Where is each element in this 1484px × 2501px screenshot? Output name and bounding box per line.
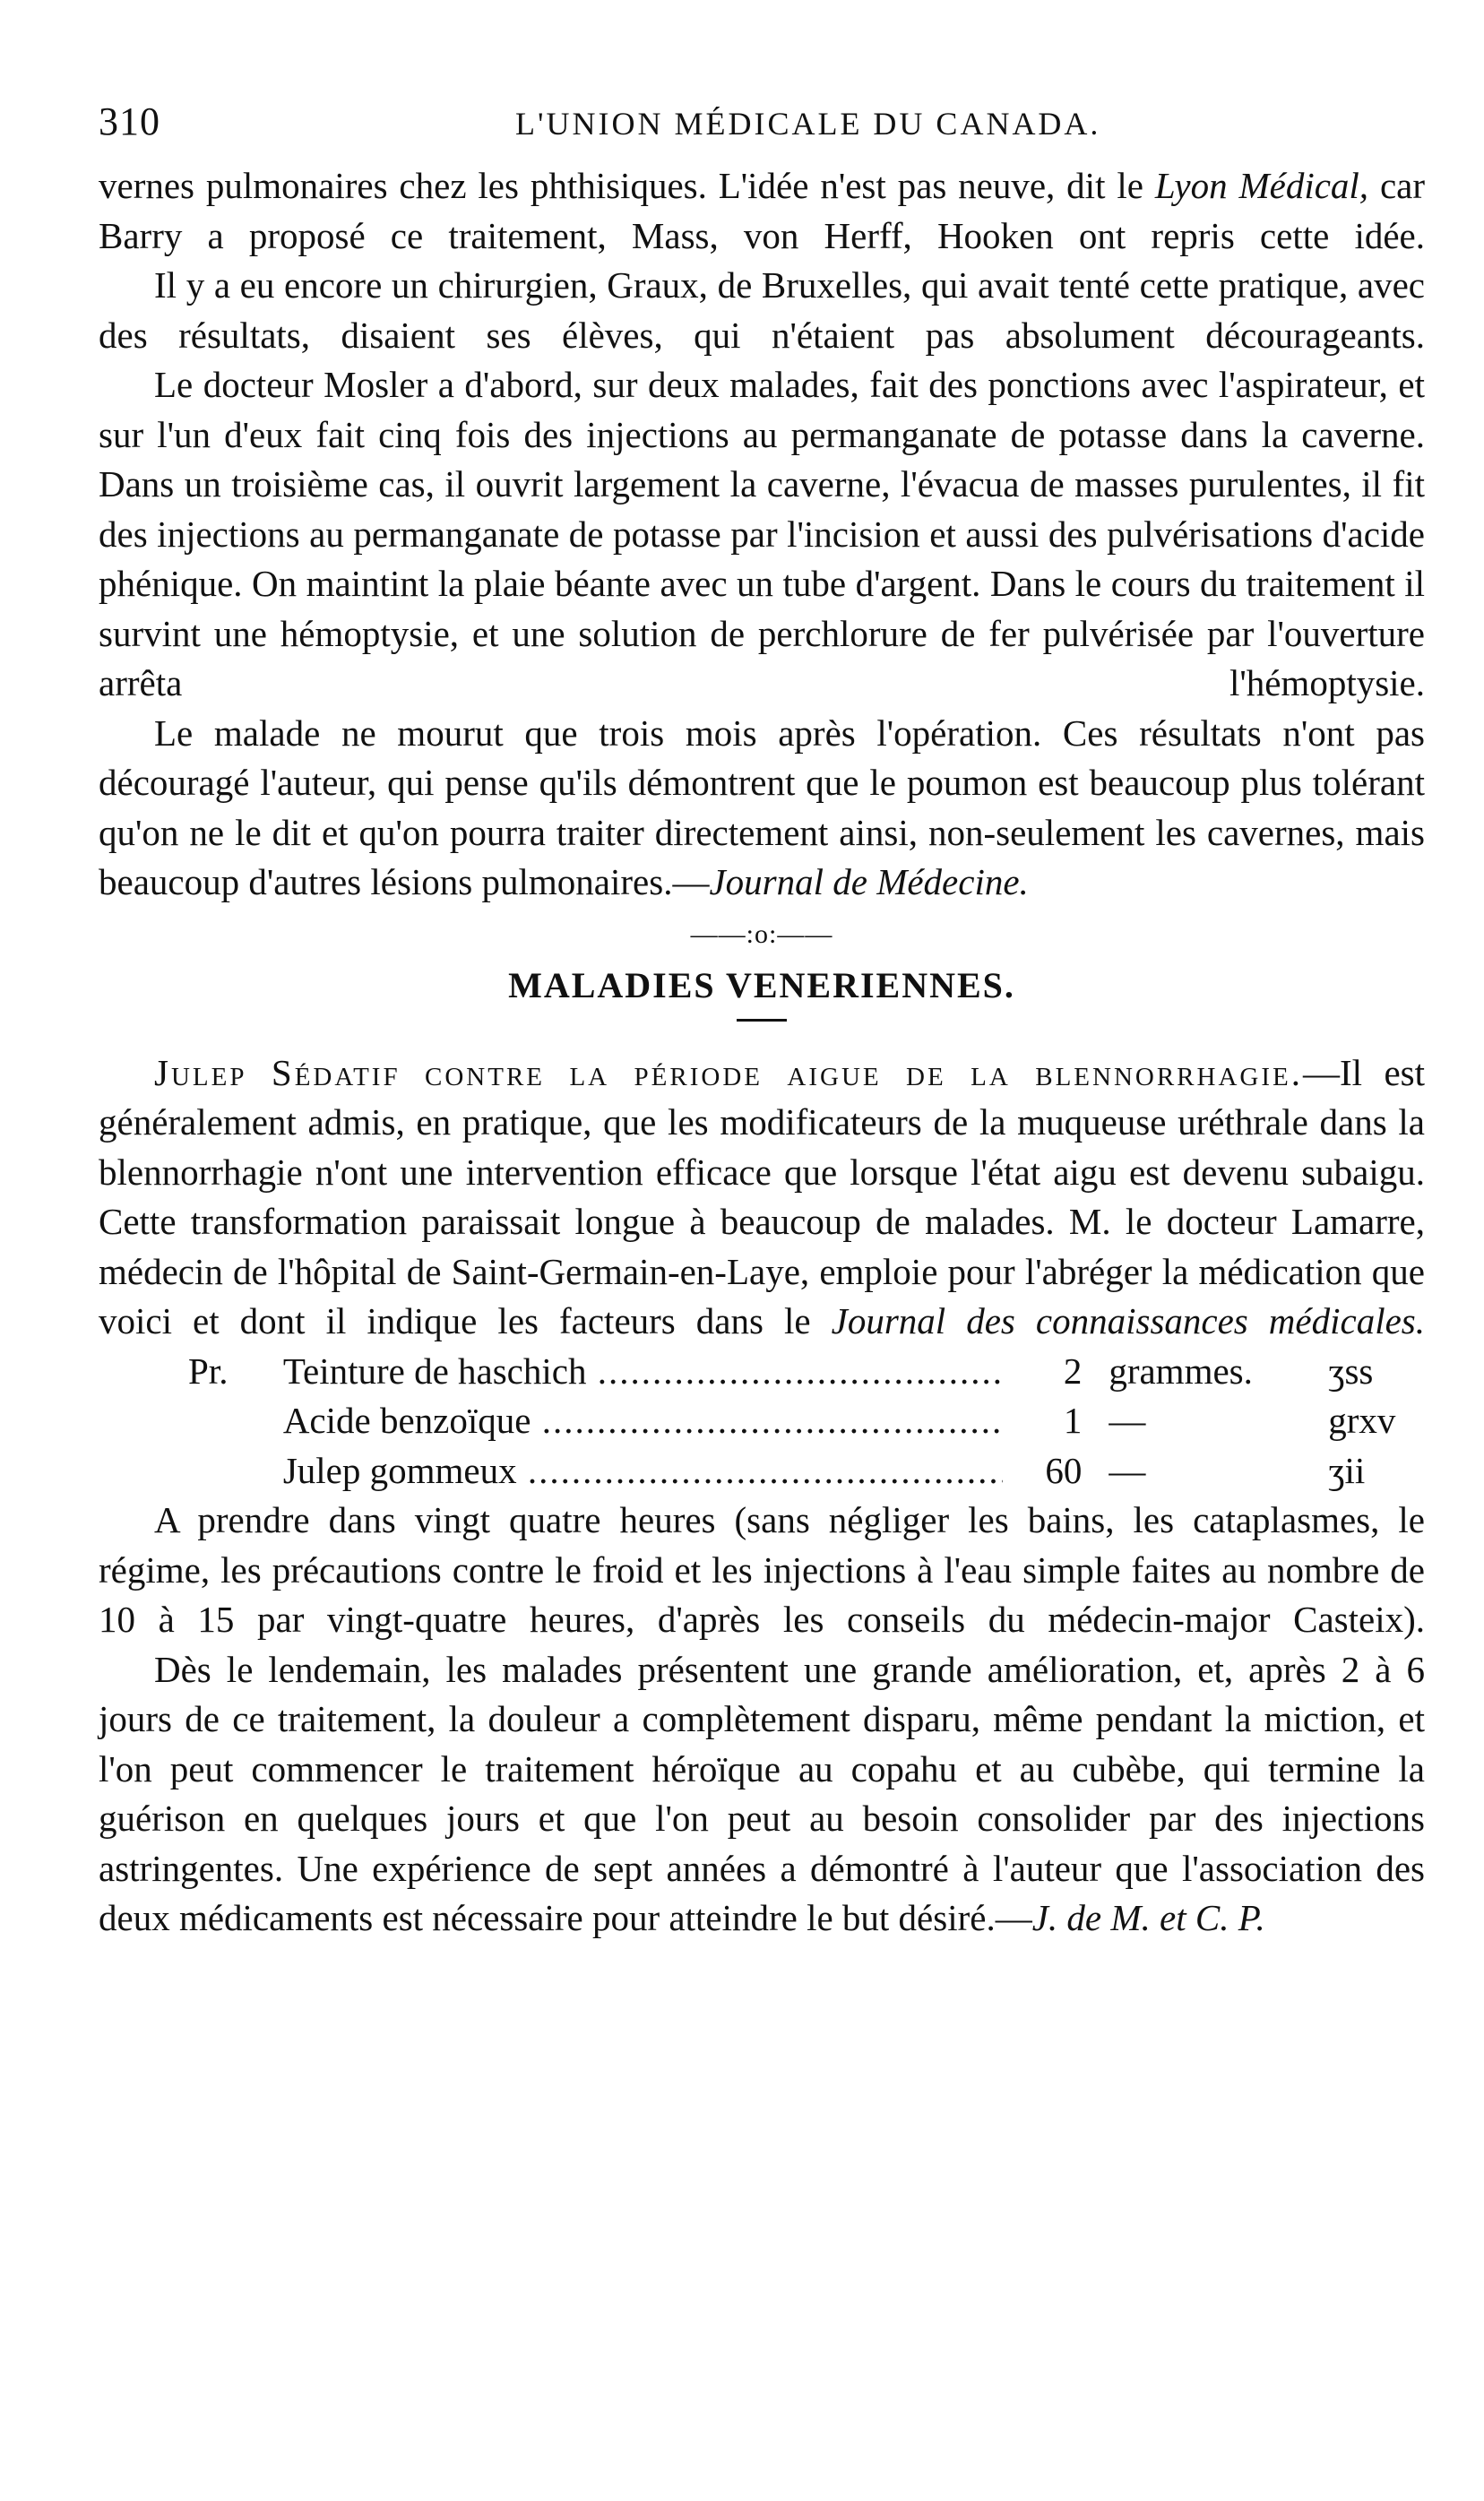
ingredient-unit: grammes. (1109, 1350, 1253, 1392)
paragraph-6: A prendre dans vingt quatre heures (sans négliger les bains, les cataplasmes, le régime, les précautions contre le froid et les injections à l'eau simple faites au nombre de 10 à 15 par vingt-quatre heures, d'après les conseils du médecin-major Casteix). (99, 1499, 1425, 1640)
ingredient-unit: — (1109, 1400, 1146, 1441)
section-title: MALADIES VENERIENNES. (508, 964, 1015, 1005)
prescription-lead: Pr. (188, 1350, 229, 1392)
paragraph-7 (99, 1645, 1425, 1944)
prescription-lead (99, 1446, 283, 1496)
ingredient-apothecary: ʒii (1328, 1449, 1366, 1491)
ingredient-quantity: 2 (1063, 1350, 1083, 1392)
paragraph-5-journal: Journal des connaissances médicales. (831, 1300, 1425, 1341)
paragraph-7-citation: J. de M. et C. P. (1031, 1897, 1265, 1938)
book-page (99, 99, 1425, 1944)
title-rule (737, 1019, 787, 1022)
paragraph-1-italic: Lyon Médical, (1154, 165, 1369, 206)
paragraph-7-text: Dès le lendemain, les malades présentent une grande amélioration, et, après 2 à 6 jours de ce traitement, la douleur a complètement disparu, même pendant la miction, et l'on peut commencer le traitement héroïque au copahu et au cubèbe, qui termine la guérison en quelques jours et que l'on peut au besoin consolider par des injections astringentes. Une expérience de sept années a démontré à l'auteur que l'association des deux médicaments est nécessaire pour atteindre le but désiré.— (99, 1648, 1425, 1938)
ingredient-name: Julep gommeux ..... (283, 1446, 1003, 1496)
article-heading: Julep Sédatif contre la période aigue de la blennorrhagie. (154, 1051, 1303, 1093)
paragraph-2: Il y a eu encore un chirurgien, Graux, de Bruxelles, qui avait tenté cette pratique, avec des résultats, disaient ses élèves, qui n'étaient pas absolument décourageants. (99, 264, 1425, 356)
ingredient-apothecary: grxv (1328, 1400, 1396, 1441)
paragraph-4 (99, 709, 1425, 908)
ingredient-apothecary: ʒss (1328, 1350, 1374, 1392)
paragraph-1-text-a: vernes pulmonaires chez les phthisiques. L'idée n'est pas neuve, dit le (99, 165, 1155, 206)
paragraph-4-text: Le malade ne mourut que trois mois après l'opération. Ces résultats n'ont pas découragé l'auteur, qui pense qu'ils démontrent que le poumon est beaucoup plus tolérant qu'on ne le dit et qu'on pourra traiter directement ainsi, non-seulement les cavernes, mais beaucoup d'autres lésions pulmonaires.— (99, 711, 1425, 902)
paragraph-4-citation: Journal de Médecine. (709, 861, 1029, 902)
prescription-row (99, 1396, 1425, 1446)
ingredient-name: Teinture de haschich ..... (283, 1347, 1003, 1397)
ingredient-unit: — (1109, 1449, 1146, 1491)
paragraph-3: Le docteur Mosler a d'abord, sur deux malades, fait des ponctions avec l'aspirateur, et sur l'un d'eux fait cinq fois des injections au permanganate de potasse dans la caverne. Dans un troisième cas, il ouvrit largement la caverne, l'évacua de masses purulentes, il fit des injections au permanganate de potasse par l'incision et aussi des pulvérisations d'acide phénique. On maintint la plaie béante avec un tube d'argent. Dans le cours du traitement il survint une hémoptysie, et une solution de perchlorure de fer pulvérisée par l'ouverture arrêta l'hémoptysie. (99, 364, 1425, 703)
ingredient-quantity: 1 (1063, 1400, 1083, 1441)
running-head: L'UNION MÉDICALE DU CANADA. (515, 106, 1101, 142)
page-number: 310 (99, 99, 160, 143)
paragraph-1 (99, 161, 1425, 261)
paragraph-5 (99, 1048, 1425, 1347)
ingredient-name: Acide benzoïque ..... (283, 1396, 1003, 1446)
prescription-row (99, 1446, 1425, 1496)
page-header (99, 99, 1425, 161)
prescription-row (99, 1347, 1425, 1397)
section-divider: ——:o:—— (690, 918, 833, 949)
ingredient-quantity: 60 (1045, 1449, 1083, 1491)
paragraph-1-text-b: car Barry a proposé ce traitement, Mass, von Herff, Hooken ont repris cette idée. (99, 165, 1425, 256)
prescription-list (99, 1347, 1425, 1496)
paragraph-5-text: —Il est généralement admis, en pratique, que les modificateurs de la muqueuse uréthrale dans la blennorrhagie n'ont une intervention efficace que lorsque l'état aigu est devenu subaigu. Cette transformation paraissait longue à beaucoup de malades. M. le docteur Lamarre, médecin de l'hôpital de Saint-Germain-en-Laye, emploie pour l'abréger la médication que voici et dont il indique les facteurs dans le (99, 1051, 1425, 1341)
prescription-lead (99, 1396, 283, 1446)
